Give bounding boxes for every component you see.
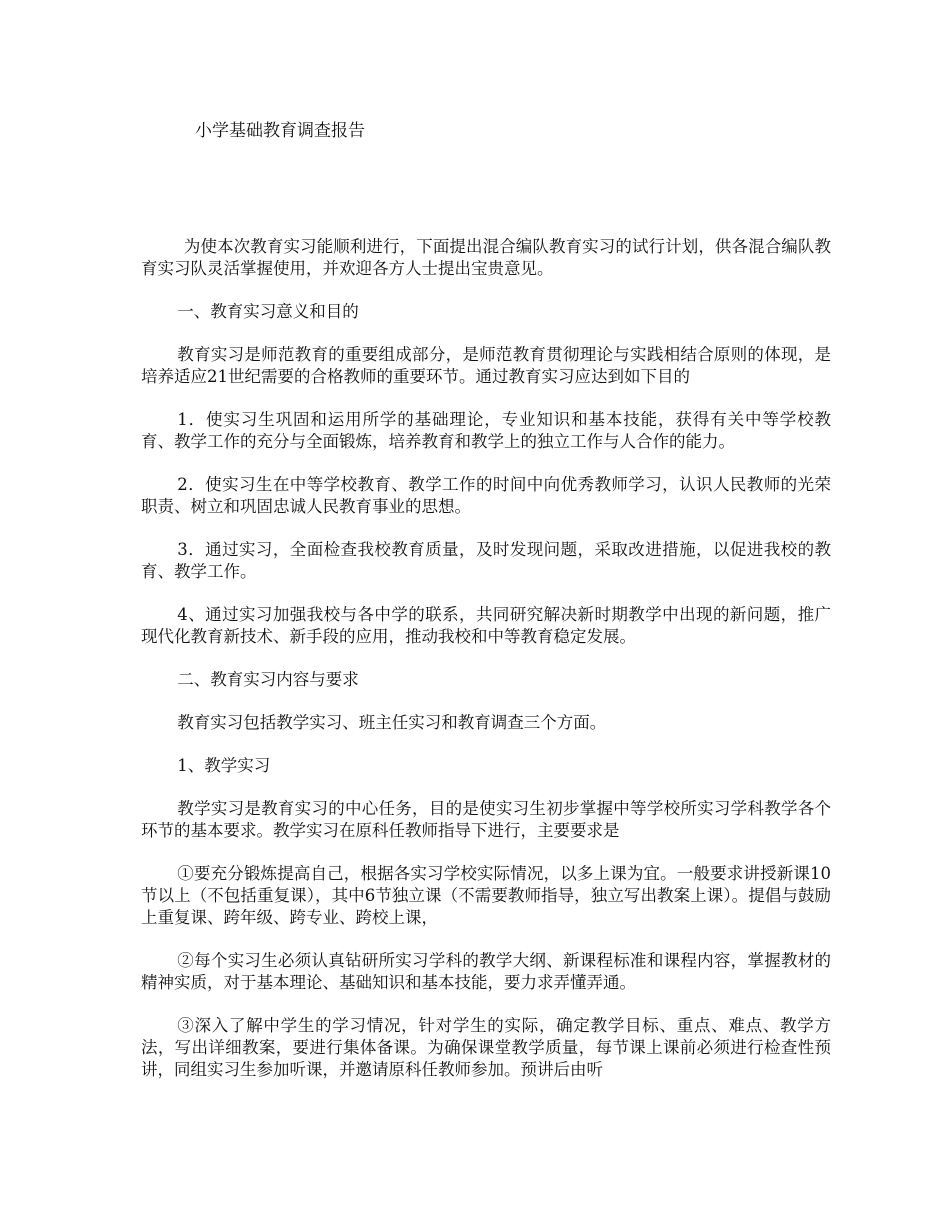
document-body — [141, 236, 831, 1102]
heading-section-2: 二、教育实习内容与要求 — [177, 670, 359, 689]
paragraph: 教育实习包括教学实习、班主任实习和教育调查三个方面。 — [177, 713, 607, 732]
document-title: 小学基础教育调查报告 — [195, 121, 365, 141]
list-item: ②每个实习生必须认真钻研所实习学科的教学大纲、新课程标准和课程内容，掌握教材的精神实质，对于基本理论、基础知识和基本技能，要力求弄懂弄通。 — [141, 951, 831, 992]
list-item: 3．通过实习，全面检查我校教育质量，及时发现问题，采取改进措施，以促进我校的教育、教学工作。 — [141, 540, 831, 581]
paragraph: 教学实习是教育实习的中心任务，目的是使实习生初步掌握中等学校所实习学科教学各个环节的基本要求。教学实习在原科任教师指导下进行，主要要求是 — [141, 799, 831, 840]
list-item: ①要充分锻炼提高自己，根据各实习学校实际情况，以多上课为宜。一般要求讲授新课10节以上（不包括重复课），其中6节独立课（不需要教师指导，独立写出教案上课）。提倡与鼓励上重复课、跨年级、跨专业、跨校上课， — [141, 864, 831, 927]
subheading: 1、教学实习 — [177, 756, 271, 775]
paragraph-intro: 为使本次教育实习能顺利进行，下面提出混合编队教育实习的试行计划，供各混合编队教育实习队灵活掌握使用，并欢迎各方人士提出宝贵意见。 — [141, 237, 831, 278]
list-item: 4、通过实习加强我校与各中学的联系，共同研究解决新时期教学中出现的新问题，推广现代化教育新技术、新手段的应用，推动我校和中等教育稳定发展。 — [141, 605, 831, 646]
paragraph: 教育实习是师范教育的重要组成部分，是师范教育贯彻理论与实践相结合原则的体现，是培养适应21世纪需要的合格教师的重要环节。通过教育实习应达到如下目的 — [141, 345, 831, 386]
heading-section-1: 一、教育实习意义和目的 — [177, 302, 359, 321]
list-item: 2．使实习生在中等学校教育、教学工作的时间中向优秀教师学习，认识人民教师的光荣职责、树立和巩固忠诚人民教育事业的思想。 — [141, 475, 831, 516]
list-item: ③深入了解中学生的学习情况，针对学生的实际，确定教学目标、重点、难点、教学方法，写出详细教案，要进行集体备课。为确保课堂教学质量，每节课上课前必须进行检查性预讲，同组实习生参加听课，并邀请原科任教师参加。预讲后由听 — [141, 1016, 831, 1079]
list-item: 1．使实习生巩固和运用所学的基础理论，专业知识和基本技能，获得有关中等学校教育、教学工作的充分与全面锻炼，培养教育和教学上的独立工作与人合作的能力。 — [141, 410, 831, 451]
